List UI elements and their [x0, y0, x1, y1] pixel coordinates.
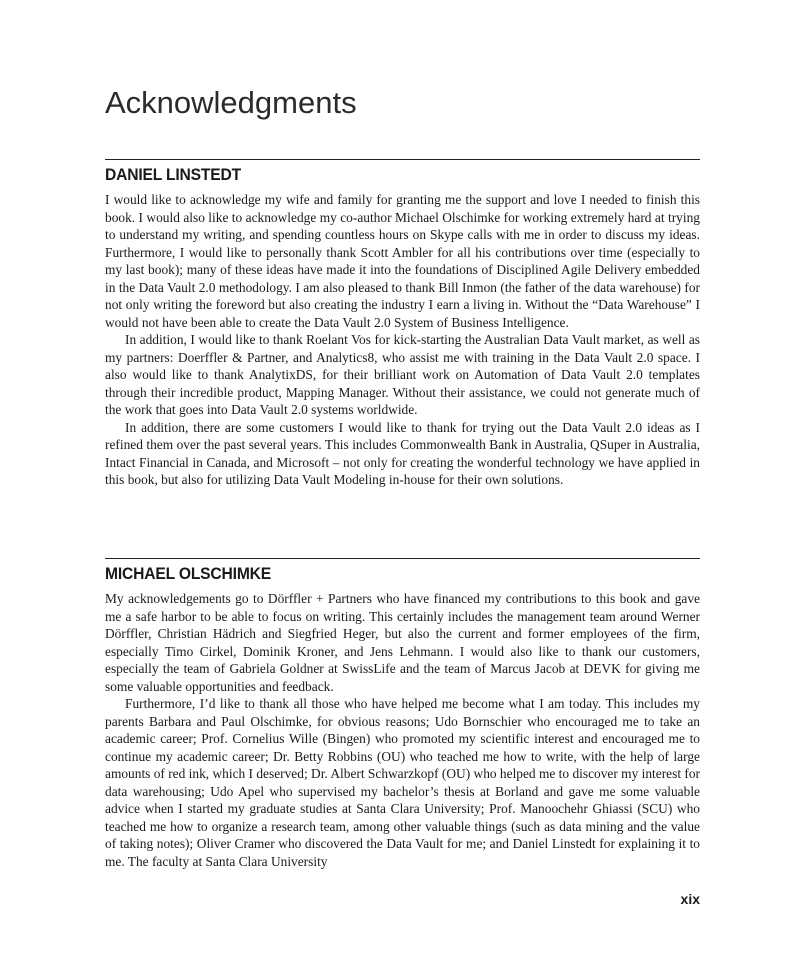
paragraph: My acknowledgements go to Dörffler + Partners who have financed my contributions to this book and gave me a safe harbor to be able to focus on writing. This certainly includes the management team around Werner Dörffler, Christian Hädrich and Siegfried Heger, but also the current and former employees of the firm, especially Timo Cirkel, Dominik Kroner, and Jens Lehmann. I would also like to thank our customers, especially the team of Gabriela Goldner at SwissLife and the team of Marcus Jacob at DEVK for giving me some valuable opportunities and feedback. — [105, 591, 700, 694]
page-number: xix — [680, 891, 700, 907]
paragraph: In addition, there are some customers I would like to thank for trying out the Data Vault 2.0 ideas as I refined them over the past several years. This includes Commonwealth Bank in Australia, QSuper in Australia, Intact Financial in Canada, and Microsoft – not only for creating the wonderful technology we have applied in this book, but also for utilizing Data Vault Modeling in-house for their own solutions. — [105, 419, 700, 487]
page-title: Acknowledgments — [105, 85, 357, 120]
paragraph: In addition, I would like to thank Roelant Vos for kick-starting the Australian Data Vault market, as well as my partners: Doerffler & Partner, and Analytics8, who assist me with training in the Data Vault 2.0 space. I also would like to thank AnalytixDS, for their brilliant work on Automation of Data Vault 2.0 templates through their incredible product, Mapping Manager. Without their assistance, we could not generate much of the work that goes into Data Vault 2.0 systems worldwide. — [105, 332, 700, 417]
paragraph: Furthermore, I’d like to thank all those who have helped me become what I am today. This includes my parents Barbara and Paul Olschimke, for obvious reasons; Udo Bornschier who encouraged me to take an academic career; Prof. Cornelius Wille (Bingen) who promoted my scientific interest and encouraged me to continue my academic career; Dr. Betty Robbins (OU) who teached me how to write, with the help of large amounts of red ink, which I deserved; Dr. Albert Schwarzkopf (OU) who helped me to discover my interest for data warehousing; Udo Apel who supervised my bachelor’s thesis at Borland and gave me some valuable advice when I started my graduate studies at Santa Clara University; Prof. Manoochehr Ghiassi (SCU) who teached me how to organize a research team, among other valuable things (such as data mining and the value of taking notes); Oliver Cramer who discovered the Data Vault for me; and Daniel Linstedt for explaining it to me. The faculty at Santa Clara University — [105, 696, 700, 869]
section-daniel-linstedt — [105, 159, 700, 489]
section-michael-olschimke — [105, 558, 700, 870]
section-divider — [105, 558, 700, 559]
section-heading: MICHAEL OLSCHIMKE — [105, 564, 272, 583]
paragraph: I would like to acknowledge my wife and family for granting me the support and love I needed to finish this book. I would also like to acknowledge my co-author Michael Olschimke for working extremely hard at trying to understand my writing, and spending countless hours on Skype calls with me in order to discuss my ideas. Furthermore, I would like to personally thank Scott Ambler for all his contributions over time (especially to my last book); many of these ideas have made it into the foundations of Disciplined Agile Delivery embedded in the Data Vault 2.0 methodology. I am also pleased to thank Bill Inmon (the father of the data warehouse) for not only writing the foreword but also creating the industry I earn a living in. Without the “Data Warehouse” I would not have been able to create the Data Vault 2.0 System of Business Intelligence. — [105, 192, 700, 330]
section-heading: DANIEL LINSTEDT — [105, 165, 241, 184]
section-divider — [105, 159, 700, 160]
